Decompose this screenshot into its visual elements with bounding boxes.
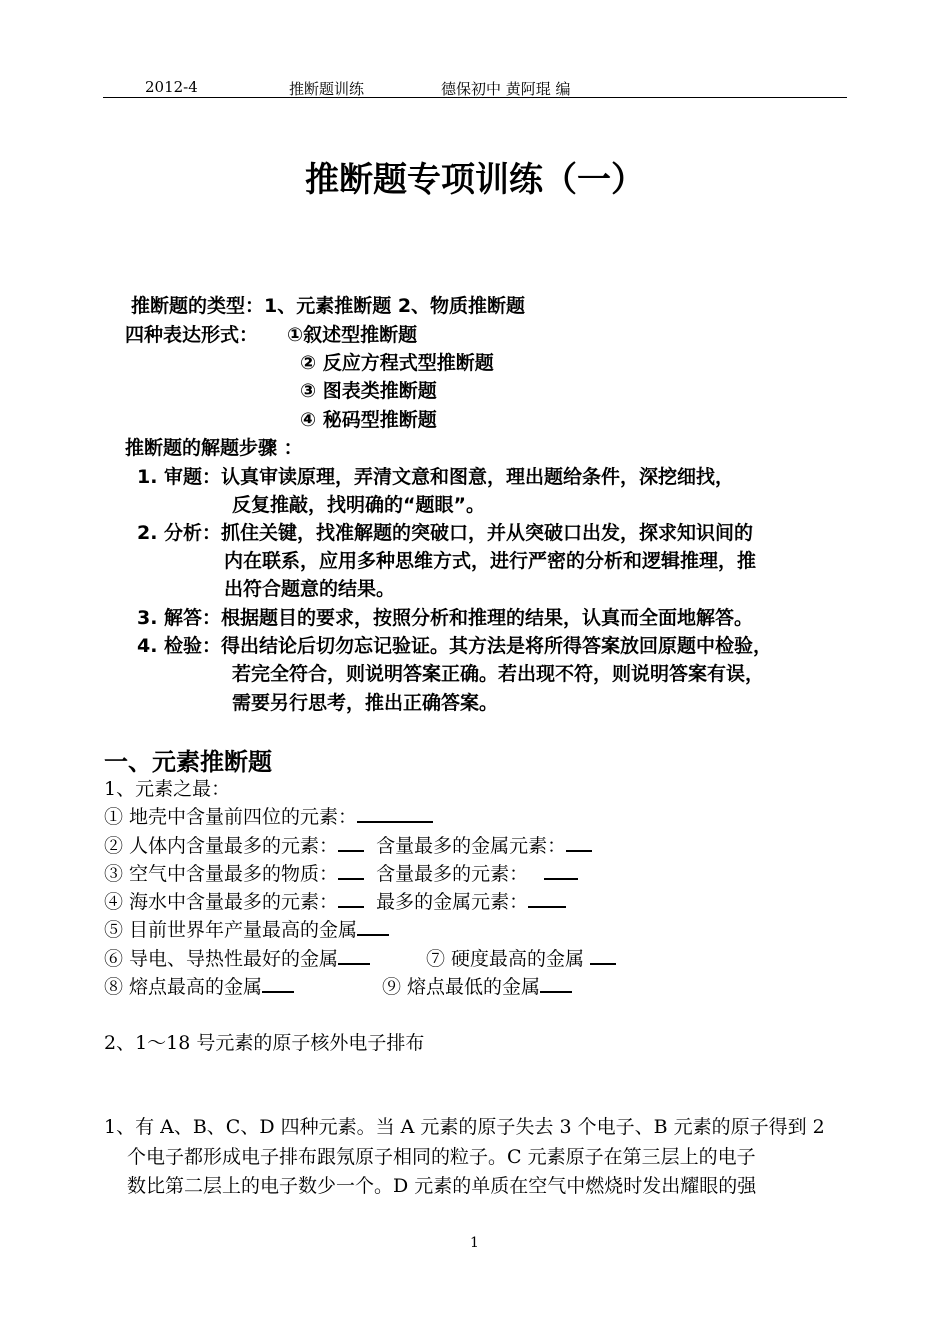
question-5-text: ⑤ 目前世界年产量最高的金属 (104, 919, 358, 941)
answer-blank (338, 949, 370, 965)
question-7-text: ⑦ 硬度最高的金属 (426, 948, 591, 970)
step-4-line-2: 若完全符合，则说明答案正确。若出现不符，则说明答案有误， (232, 663, 765, 685)
question-9 (382, 972, 572, 999)
question-1-text: ① 地壳中含量前四位的元素： (104, 806, 358, 828)
question-7 (426, 944, 616, 971)
question-8-text: ⑧ 熔点最高的金属 (104, 976, 263, 998)
step-4-line-1: 4. 检验：得出结论后切勿忘记验证。其方法是将所得答案放回原题中检验， (137, 635, 773, 657)
question-4b-text: 最多的金属元素： (376, 891, 529, 913)
problem-1-line-3: 数比第二层上的电子数少一个。D 元素的单质在空气中燃烧时发出耀眼的强 (127, 1175, 757, 1197)
page-title: 推断题专项训练（一） (305, 160, 645, 200)
step-1-line-2: 反复推敲，找明确的“题眼”。 (232, 494, 485, 516)
steps-label: 推断题的解题步骤 ： (125, 437, 303, 459)
form-1: ①叙述型推断题 (287, 324, 418, 346)
header-subject: 推断题训练 (289, 80, 365, 98)
question-2a-text: ② 人体内含量最多的元素： (104, 835, 339, 857)
subsection-1: 1、元素之最： (104, 778, 231, 800)
step-2-line-1: 2. 分析：抓住关键，找准解题的突破口，并从突破口出发，探求知识间的 (137, 522, 754, 544)
header-date: 2012-4 (145, 78, 198, 96)
answer-blank (540, 977, 572, 993)
section-heading: 一、元素推断题 (104, 748, 272, 776)
question-3 (104, 859, 578, 886)
answer-blank (357, 920, 389, 936)
page-number: 1 (470, 1235, 479, 1251)
answer-blank (338, 892, 364, 908)
form-4: ④ 秘码型推断题 (300, 409, 437, 431)
step-2-line-2: 内在联系，应用多种思维方式，进行严密的分析和逻辑推理，推 (224, 550, 757, 572)
question-4a-text: ④ 海水中含量最多的元素： (104, 891, 339, 913)
question-8 (104, 972, 294, 999)
answer-blank (357, 807, 433, 823)
step-2-line-3: 出符合题意的结果。 (224, 578, 396, 600)
question-6 (104, 944, 370, 971)
question-1 (104, 802, 433, 829)
question-2b-text: 含量最多的金属元素： (376, 835, 567, 857)
form-3: ③ 图表类推断题 (300, 380, 437, 402)
answer-blank (338, 836, 364, 852)
answer-blank (262, 977, 294, 993)
step-3-line-1: 3. 解答：根据题目的要求，按照分析和推理的结果，认真而全面地解答。 (137, 607, 754, 629)
question-9-text: ⑨ 熔点最低的金属 (382, 976, 541, 998)
subsection-2: 2、1～18 号元素的原子核外电子排布 (104, 1032, 425, 1054)
forms-label: 四种表达形式： (125, 324, 259, 346)
question-2 (104, 831, 592, 858)
header-author: 德保初中 黄阿琨 编 (441, 80, 571, 98)
problem-1-line-1: 1、有 A、B、C、D 四种元素。当 A 元素的原子失去 3 个电子、B 元素的原子得到 2 (104, 1116, 825, 1138)
types-line: 推断题的类型：1、元素推断题 2、物质推断题 (131, 295, 526, 317)
question-6-text: ⑥ 导电、导热性最好的金属 (104, 948, 339, 970)
answer-blank (528, 892, 566, 908)
question-3b-text: 含量最多的元素： (376, 863, 529, 885)
answer-blank (338, 864, 364, 880)
step-1-line-1: 1. 审题：认真审读原理，弄清文意和图意，理出题给条件，深挖细找， (137, 466, 735, 488)
answer-blank (544, 864, 578, 880)
step-4-line-3: 需要另行思考，推出正确答案。 (232, 692, 499, 714)
question-3a-text: ③ 空气中含量最多的物质： (104, 863, 339, 885)
problem-1-line-2: 个电子都形成电子排布跟氖原子相同的粒子。C 元素原子在第三层上的电子 (127, 1146, 756, 1168)
form-2: ② 反应方程式型推断题 (300, 352, 494, 374)
answer-blank (590, 949, 616, 965)
question-4 (104, 887, 566, 914)
answer-blank (566, 836, 592, 852)
question-5 (104, 915, 389, 942)
header-rule (103, 97, 847, 98)
